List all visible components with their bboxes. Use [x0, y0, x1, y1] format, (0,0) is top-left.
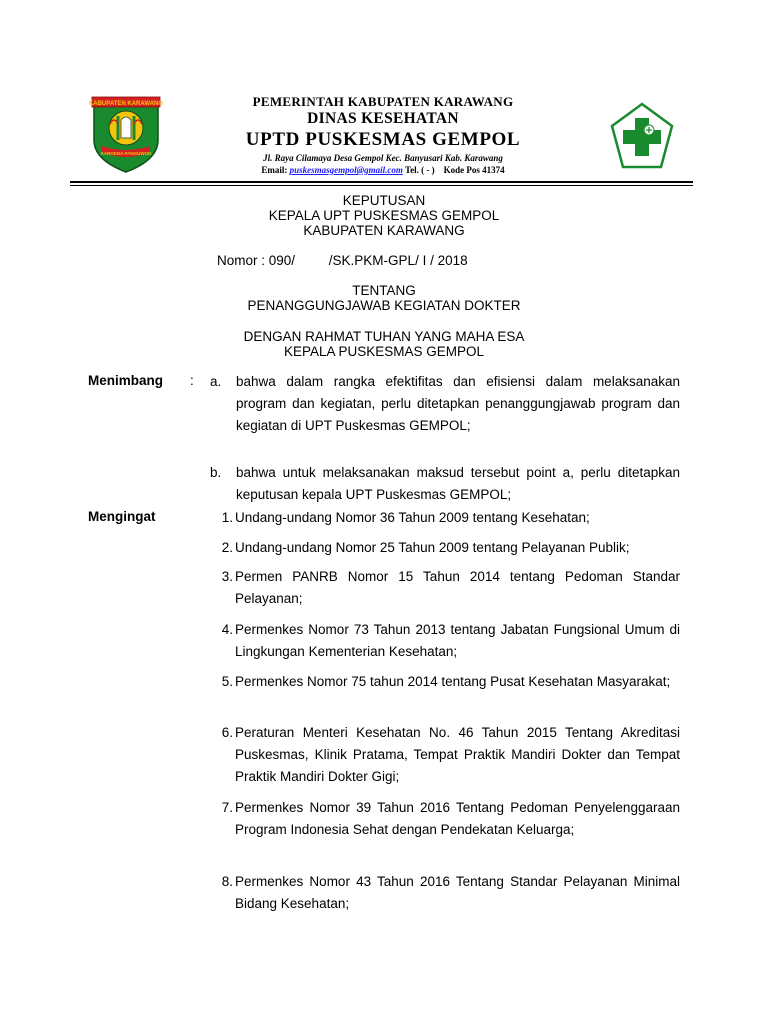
item-text: Undang-undang Nomor 36 Tahun 2009 tentang Kesehatan; [235, 510, 590, 525]
title-kepala: KEPALA UPT PUSKESMAS GEMPOL [268, 208, 500, 223]
item-text: Permenkes Nomor 75 tahun 2014 tentang Pusat Kesehatan Masyarakat; [235, 674, 671, 689]
item-marker: 6. [221, 725, 233, 740]
mengingat-item [205, 507, 680, 529]
letterhead-institution: UPTD PUSKESMAS GEMPOL [245, 129, 521, 150]
item-text: Peraturan Menteri Kesehatan No. 46 Tahun 2015 Tentang Akreditasi Puskesmas, Klinik Pratama, Tempat Praktik Mandiri Dokter dan Tempat Praktik Mandiri Dokter Gigi; [235, 725, 680, 784]
contact-rest: Tel. ( - ) Kode Pos 41374 [404, 165, 505, 175]
item-marker: 2. [221, 540, 233, 555]
letterhead-agency: DINAS KESEHATAN [307, 110, 459, 127]
document-number: Nomor : 090/ /SK.PKM-GPL/ I / 2018 [217, 253, 468, 268]
mengingat-item [205, 566, 680, 610]
mengingat-item [205, 797, 680, 841]
item-marker: 7. [221, 800, 233, 815]
mengingat-label: Mengingat [88, 509, 156, 524]
item-marker: b. [210, 465, 222, 480]
karawang-emblem-logo [88, 94, 164, 174]
letterhead-divider-thick [70, 181, 693, 183]
letterhead-address: Jl. Raya Cilamaya Desa Gempol Kec. Banyusari Kab. Karawang [263, 153, 503, 163]
item-marker: 3. [221, 569, 233, 584]
item-text: bahwa dalam rangka efektifitas dan efisiensi dalam melaksanakan program dan kegiatan, perlu ditetapkan penanggungjawab program dan kegiatan di UPT Puskesmas GEMPOL; [236, 374, 680, 433]
item-marker: 8. [221, 874, 233, 889]
email-link[interactable]: puskesmasgempol@gmail.com [289, 165, 403, 175]
title-kabupaten: KABUPATEN KARAWANG [303, 223, 465, 238]
item-marker: a. [210, 374, 222, 389]
mengingat-item [205, 619, 680, 663]
emblem-bottom-text: KAROENA PANGUWON [100, 151, 152, 156]
title-tentang: TENTANG [352, 283, 416, 298]
mengingat-item [205, 537, 680, 559]
item-text: Permen PANRB Nomor 15 Tahun 2014 tentang Pedoman Standar Pelayanan; [235, 569, 680, 606]
mengingat-item [205, 722, 680, 788]
letterhead-divider-thin [70, 185, 693, 186]
title-kepala-puskesmas: KEPALA PUSKESMAS GEMPOL [283, 344, 485, 359]
item-text: bahwa untuk melaksanakan maksud tersebut point a, perlu ditetapkan keputusan kepala UPT Puskesmas GEMPOL; [236, 465, 680, 502]
menimbang-label: Menimbang [88, 373, 164, 388]
letterhead-government: PEMERINTAH KABUPATEN KARAWANG [252, 94, 514, 109]
puskesmas-cross-logo [609, 101, 675, 171]
title-dengan-rahmat: DENGAN RAHMAT TUHAN YANG MAHA ESA [243, 329, 525, 344]
title-keputusan: KEPUTUSAN [342, 193, 426, 208]
item-text: Permenkes Nomor 39 Tahun 2016 Tentang Pedoman Penyelenggaraan Program Indonesia Sehat dengan Pendekatan Keluarga; [235, 800, 680, 837]
item-marker: 4. [221, 622, 233, 637]
item-marker: 1. [221, 510, 233, 525]
item-marker: 5. [221, 674, 233, 689]
emblem-top-text: KABUPATEN KARAWANG [88, 101, 164, 107]
title-subject: PENANGGUNGJAWAB KEGIATAN DOKTER [247, 298, 521, 313]
item-text: Undang-undang Nomor 25 Tahun 2009 tentang Pelayanan Publik; [235, 540, 630, 555]
email-label: Email: [261, 165, 288, 175]
mengingat-item [205, 871, 680, 915]
menimbang-item [205, 371, 680, 437]
letterhead [190, 94, 576, 176]
menimbang-item [205, 462, 680, 506]
mengingat-item [205, 671, 680, 693]
menimbang-colon: : [190, 373, 194, 388]
letterhead-contact [190, 164, 576, 176]
item-text: Permenkes Nomor 73 Tahun 2013 tentang Jabatan Fungsional Umum di Lingkungan Kementerian Kesehatan; [235, 622, 680, 659]
item-text: Permenkes Nomor 43 Tahun 2016 Tentang Standar Pelayanan Minimal Bidang Kesehatan; [235, 874, 680, 911]
